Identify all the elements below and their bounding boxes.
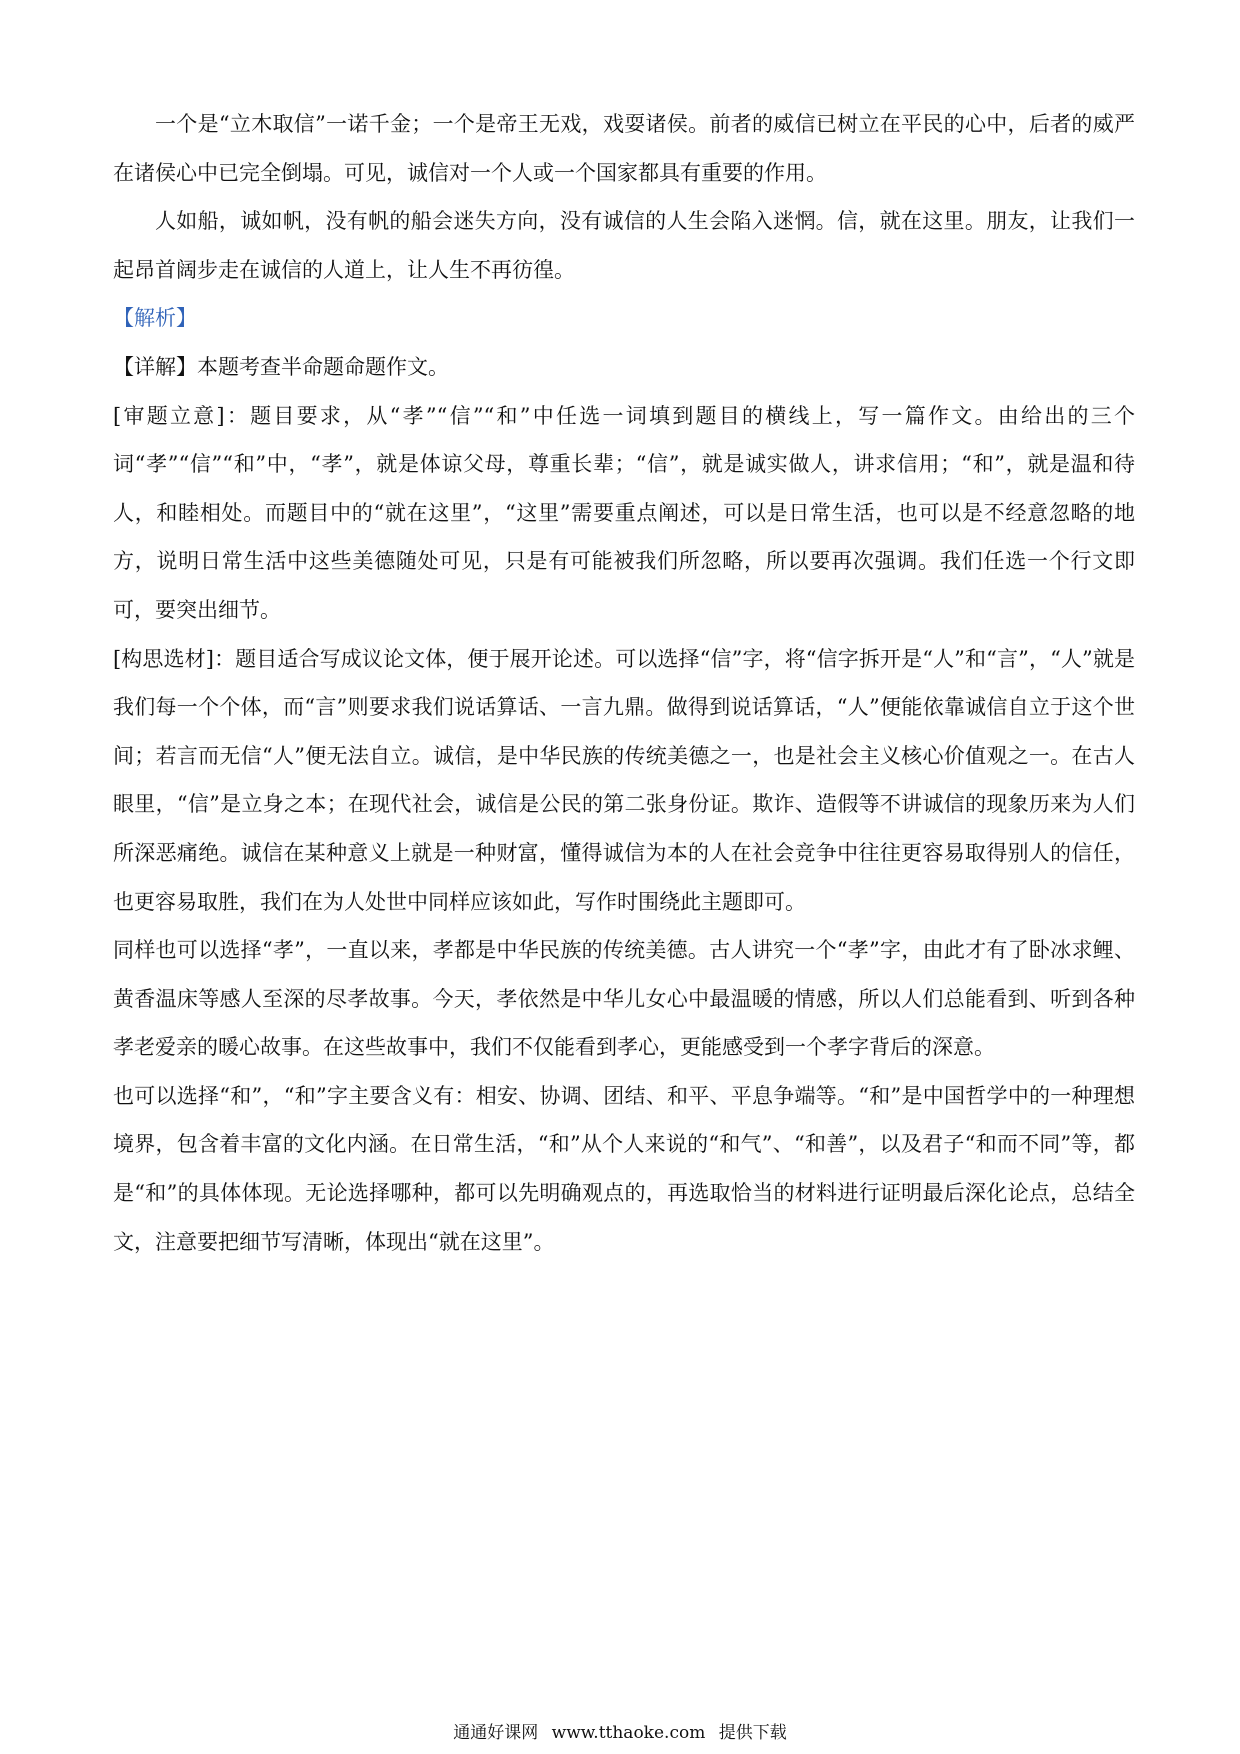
- footer-download: 提供下载: [718, 1723, 787, 1743]
- analysis-detail: 【详解】本题考查半命题命题作文。: [113, 354, 449, 379]
- essay-paragraph-1: 一个是“立木取信”一诺千金；一个是帝王无戏，戏耍诸侯。前者的威信已树立在平民的心中，后者的威严在诸侯心中已完全倒塌。可见，诚信对一个人或一个国家都具有重要的作用。: [113, 112, 1135, 185]
- analysis-he-option: 也可以选择“和”，“和”字主要含义有：相安、协调、团结、和平、平息争端等。“和”是中国哲学中的一种理想境界，包含着丰富的文化内涵。在日常生活，“和”从个人来说的“和气”、“和善”，以及君子“和而不同”等，都是“和”的具体体现。无论选择哪种，都可以先明确观点的，再选取恰当的材料进行证明最后深化论点，总结全文，注意要把细节写清晰，体现出“就在这里”。: [113, 1083, 1135, 1254]
- essay-paragraph-2: 人如船，诚如帆，没有帆的船会迷失方向，没有诚信的人生会陷入迷惘。信，就在这里。朋友，让我们一起昂首阔步走在诚信的人道上，让人生不再彷徨。: [113, 209, 1135, 282]
- footer-url[interactable]: www.tthaoke.com: [551, 1723, 706, 1743]
- analysis-material-selection: [构思选材]：题目适合写成议论文体，便于展开论述。可以选择“信”字，将“信字拆开是“人”和“言”，“人”就是我们每一个个体，而“言”则要求我们说话算话、一言九鼎。做得到说话算话，“人”便能依靠诚信自立于这个世间；若言而无信“人”便无法自立。诚信，是中华民族的传统美德之一，也是社会主义核心价值观之一。在古人眼里，“信”是立身之本；在现代社会，诚信是公民的第二张身份证。欺诈、造假等不讲诚信的现象历来为人们所深恶痛绝。诚信在某种意义上就是一种财富，懂得诚信为本的人在社会竞争中往往更容易取得别人的信任，也更容易取胜，我们在为人处世中同样应该如此，写作时围绕此主题即可。: [113, 646, 1135, 914]
- analysis-title: 【解析】: [113, 306, 197, 331]
- analysis-xiao-option: 同样也可以选择“孝”，一直以来，孝都是中华民族的传统美德。古人讲究一个“孝”字，由此才有了卧冰求鲤、黄香温床等感人至深的尽孝故事。今天，孝依然是中华儿女心中最温暖的情感，所以人们总能看到、听到各种孝老爱亲的暖心故事。在这些故事中，我们不仅能看到孝心，更能感受到一个孝字背后的深意。: [113, 938, 1135, 1060]
- page-footer: [0, 1721, 1240, 1745]
- analysis-topic-intent: [审题立意]：题目要求，从“孝”“信”“和”中任选一词填到题目的横线上，写一篇作文。由给出的三个词“孝”“信”“和”中，“孝”，就是体谅父母，尊重长辈；“信”，就是诚实做人，讲求信用；“和”，就是温和待人，和睦相处。而题目中的“就在这里”，“这里”需要重点阐述，可以是日常生活，也可以是不经意忽略的地方，说明日常生活中这些美德随处可见，只是有可能被我们所忽略，所以要再次强调。我们任选一个行文即可，要突出细节。: [113, 403, 1135, 622]
- document-page: [113, 100, 1135, 1266]
- footer-site-name: 通通好课网: [453, 1723, 539, 1743]
